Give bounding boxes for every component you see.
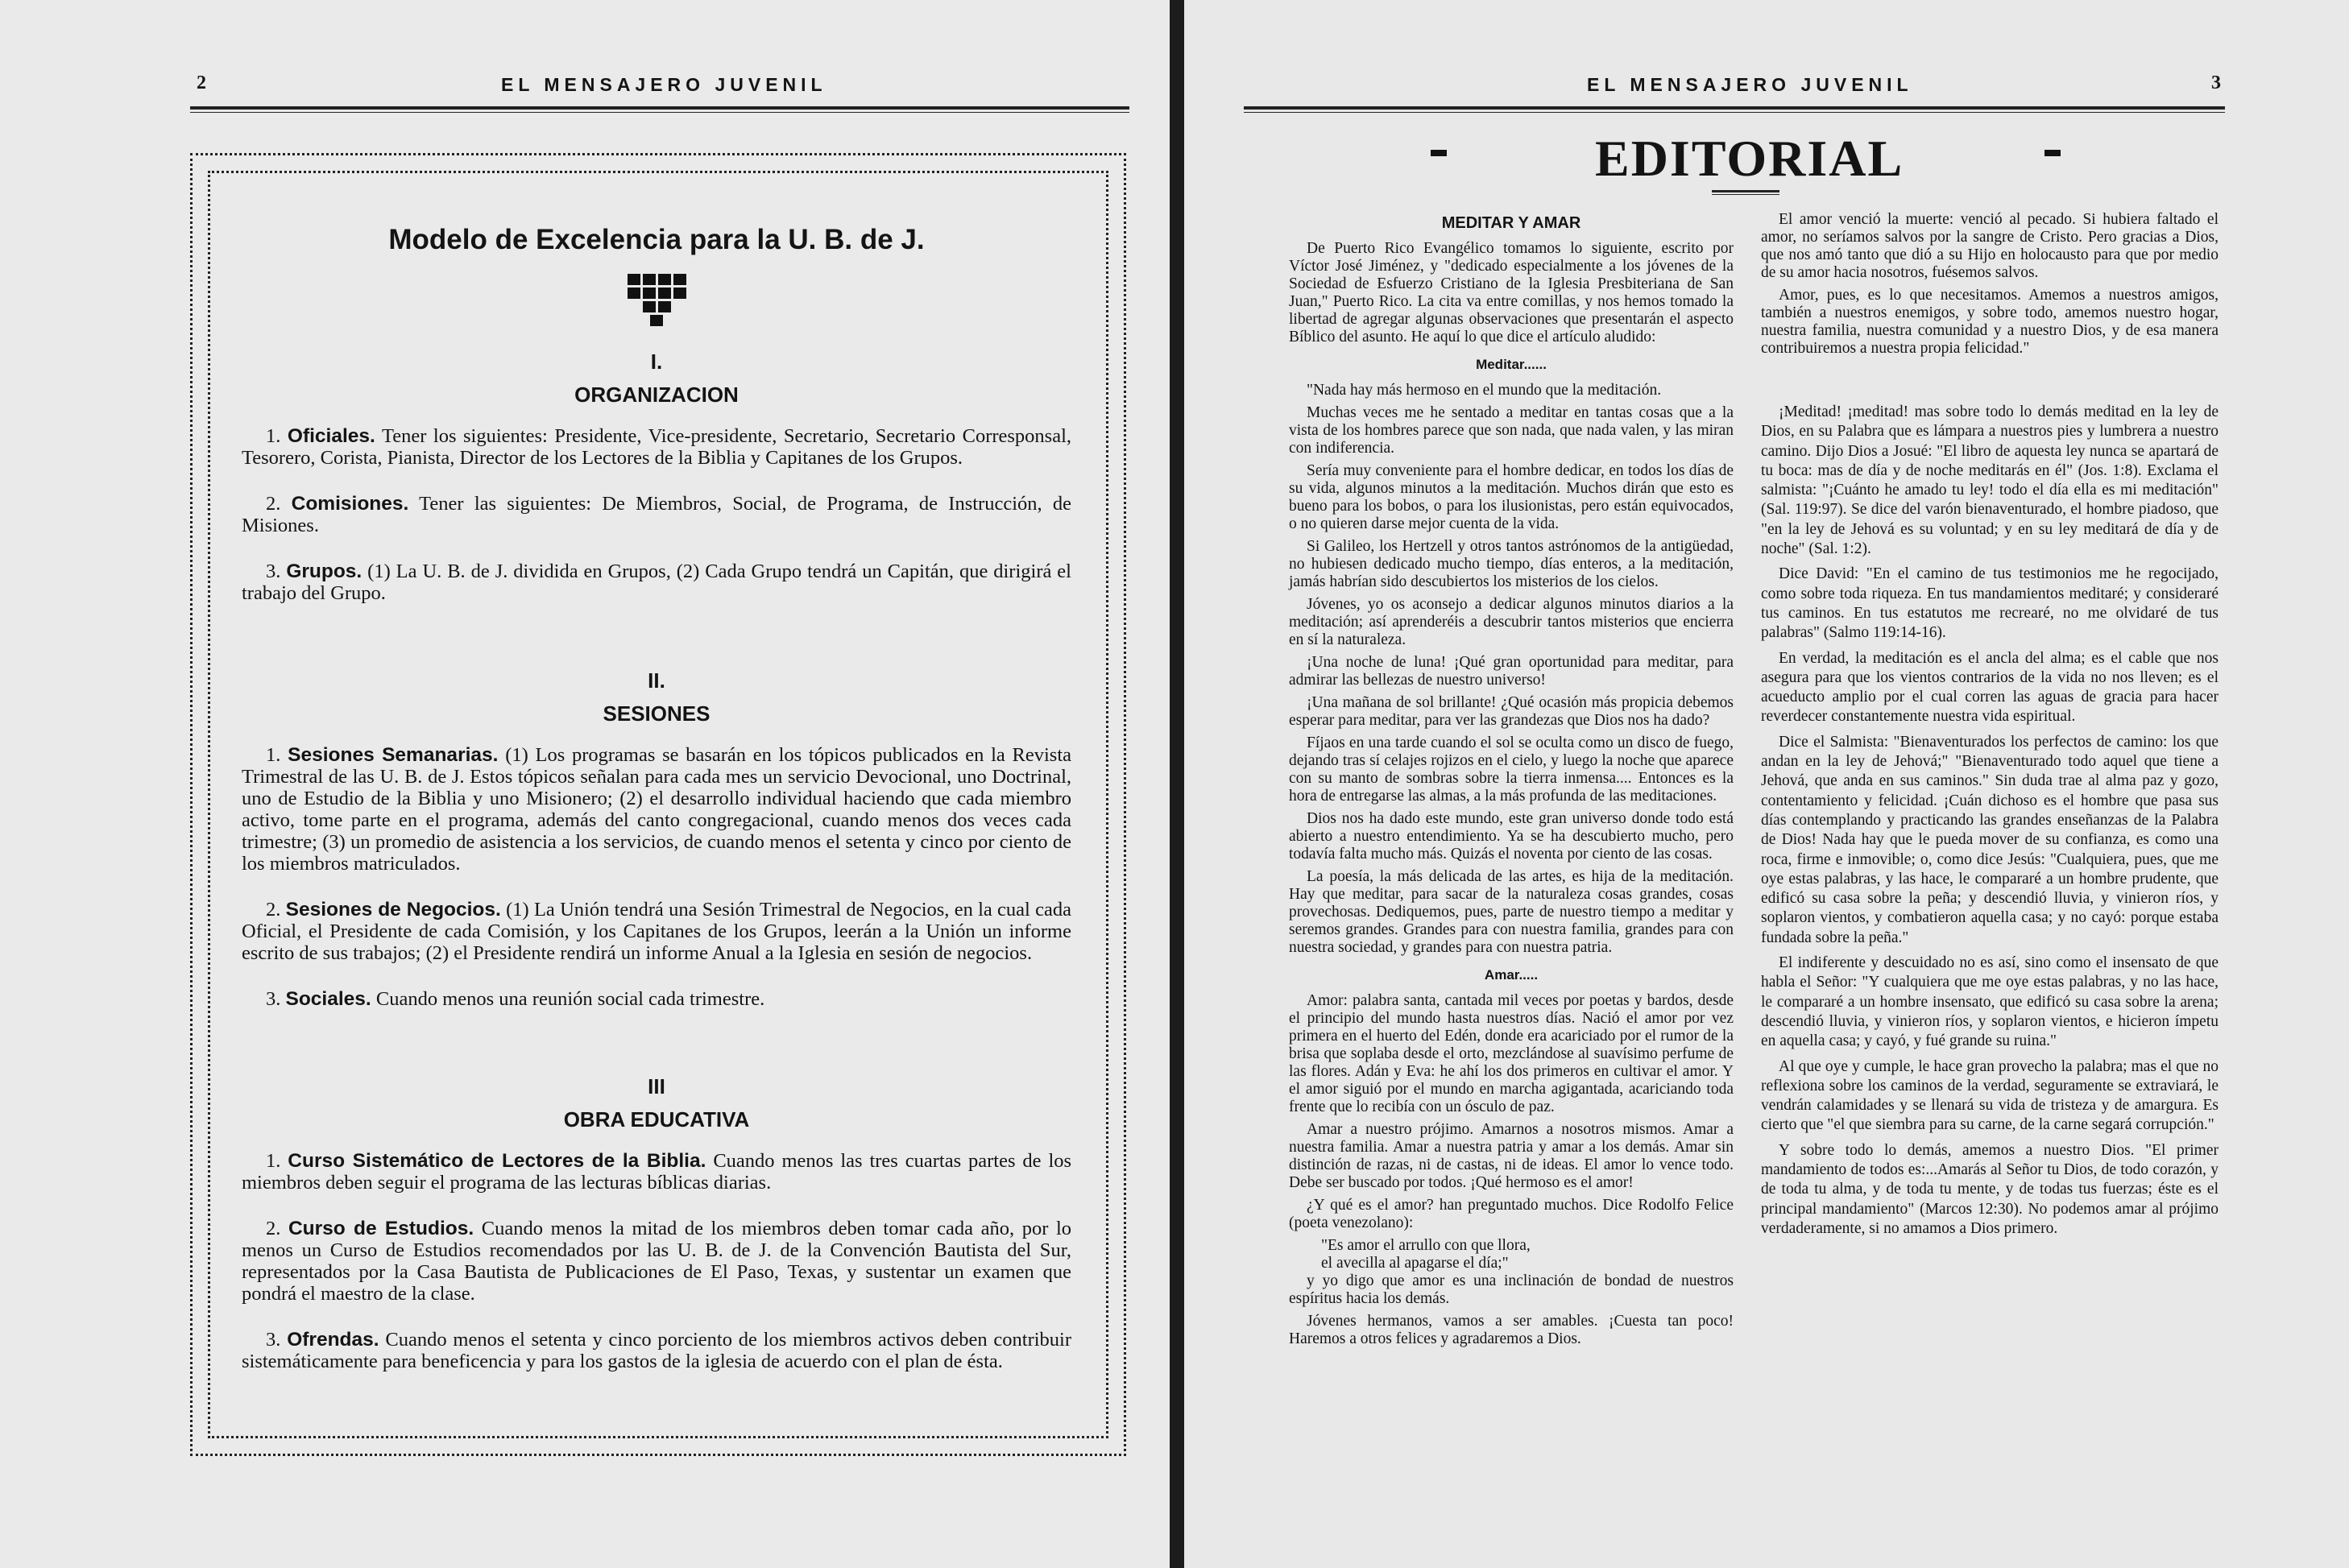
page-number-right: 3	[2211, 72, 2221, 93]
article-intro: De Puerto Rico Evangélico tomamos lo siguiente, escrito por Víctor José Jiménez, y "dedicado especialmente a los jóvenes de la Sociedad de Esfuerzo Cristiano de la Iglesia Presbiteriana de San Juan," Puerto Rico. La cita va entre comillas, y nos hemos tomado la libertad de agregar algunas observaciones que presentarán el aspecto Bíblico del asunto. He aquí lo que dice el artículo aludido:	[1289, 240, 1734, 345]
section-item	[242, 744, 1071, 875]
header-rule-right	[1244, 106, 2225, 113]
section-item	[242, 899, 1071, 964]
item-number: 3.	[266, 988, 281, 1010]
running-head-right: EL MENSAJERO JUVENIL	[1587, 74, 1913, 95]
section-heading: ORGANIZACION	[574, 383, 739, 407]
item-number: 1.	[266, 1150, 281, 1172]
masthead-rule	[1712, 190, 1779, 195]
paragraph: y yo digo que amor es una inclinación de bondad de nuestros espíritus hacia los demás.	[1289, 1272, 1734, 1307]
paragraph: Muchas veces me he sentado a meditar en tantas cosas que a la vista de los hombres parece que son nada, que nada valen, y las miran con indiferencia.	[1289, 404, 1734, 457]
page-number: 2	[197, 72, 206, 93]
item-text: Cuando menos una reunión social cada trimestre.	[375, 988, 765, 1010]
item-text: Tener las siguientes: De Miembros, Social, de Programa, de Instrucción, de Misiones.	[242, 493, 1072, 536]
section-organizacion	[242, 350, 1071, 604]
paragraph: Al que oye y cumple, le hace gran provecho la palabra; mas el que no reflexiona sobre los caminos de la verdad, seguramente se extraviará, le vendrán calamidades y se llenará su vida de tristeza y de amargura. Es cierto que "el que siembra para su carne, de la carne segará corrupción."	[1761, 1057, 2218, 1134]
item-label: Sesiones de Negocios.	[285, 899, 501, 921]
paragraph: ¡Meditad! ¡meditad! mas sobre todo lo demás meditad en la ley de Dios, en su Palabra que es lámpara a nuestros pies y lumbrera a nuestro camino. Dijo Dios a Josué: "El libro de aquesta ley nunca se apartará de tu boca: mas de día y de noche meditarás en él" (Jos. 1:8). Exclama el salmista: "¡Cuánto he amado tu ley! todo el día ella es mi meditación" (Sal. 119:97). Se dice del varón bienaventurado, el hombre piadoso, que "en la ley de Jehová es su voluntad; y en su ley meditará de día y de noche" (Sal. 1:2).	[1761, 403, 2218, 558]
paragraph: "Nada hay más hermoso en el mundo que la meditación.	[1307, 382, 1662, 399]
paragraph: ¡Una noche de luna! ¡Qué gran oportunidad para meditar, para admirar las bellezas de nuestro universo!	[1289, 654, 1734, 689]
subheading-meditar: Meditar......	[1476, 357, 1547, 372]
item-text: Tener los siguientes: Presidente, Vice-presidente, Secretario, Secretario Corresponsal, Tesorero, Corista, Pianista, Director de los Lectores de la Biblia y Capitanes de los Grupos.	[242, 425, 1072, 469]
item-number: 2.	[266, 493, 281, 515]
item-text: Cuando menos la mitad de los miembros deben tomar cada año, por lo menos un Curso de Estudios recomendados por las U. B. de J. de la Convención Bautista del Sur, representados por la Casa Bautista de Publicaciones de El Paso, Texas, y sustentar un examen que pondrá el maestro de la clase.	[242, 1218, 1072, 1305]
section-item	[242, 1150, 1071, 1194]
left-page	[0, 0, 1170, 1568]
section-sesiones	[242, 668, 1071, 1010]
article-column-3	[1761, 403, 2218, 1244]
paragraph: Dice David: "En el camino de tus testimonios me he regocijado, como sobre toda riqueza. En tus mandamientos meditaré; y consideraré tus caminos. En tus estatutos me recrearé, no me olvidaré de tus palabras" (Salmo 119:14-16).	[1761, 565, 2218, 642]
emblem-icon	[242, 274, 1071, 329]
paragraph: Amor: palabra santa, cantada mil veces por poetas y bardos, desde el principio del mundo hasta nuestros días. Nació el amor por vez primera en el huerto del Edén, donde era acariciado por el rumor de la brisa que soplaba desde el orto, mezclándose al suavísimo perfume de las flores. Adán y Eva: he ahí los dos primeros en cultivar el amor. Y el amor siguió por el mundo en marcha agigantada, acariciando toda frente que lo recibía con un ósculo de paz.	[1289, 992, 1734, 1115]
paragraph: ¿Y qué es el amor? han preguntado muchos. Dice Rodolfo Felice (poeta venezolano):	[1289, 1197, 1734, 1231]
article-column-1	[1289, 211, 1734, 1353]
poem-line: el avecilla al apagarse el día;"	[1321, 1255, 1509, 1272]
item-number: 1.	[266, 425, 281, 447]
item-text: Cuando menos el setenta y cinco porciento de los miembros activos deben contribuir sistemáticamente para beneficencia y para los gastos de la iglesia de acuerdo con el plan de ésta.	[242, 1329, 1072, 1372]
paragraph: ¡Una mañana de sol brillante! ¿Qué ocasión más propicia debemos esperar para meditar, para ver las grandezas que Dios nos ha dado?	[1289, 694, 1734, 729]
item-text: Cuando menos las tres cuartas partes de los miembros deben seguir el programa de las lecturas bíblicas diarias.	[242, 1150, 1072, 1194]
item-label: Comisiones.	[291, 493, 409, 515]
paragraph: La poesía, la más delicada de las artes, es hija de la meditación. Hay que meditar, para sacar de la naturaleza cosas grandes, cosas provechosas. Dediquemos, pues, parte de nuestro tiempo a meditar y seremos grandes. Grandes para con nuestra familia, grandes para con nuestra sociedad, y grandes para con nuestra patria.	[1289, 868, 1734, 956]
article-title: MEDITAR Y AMAR	[1441, 214, 1581, 232]
paragraph: Fíjaos en una tarde cuando el sol se oculta como un disco de fuego, dejando tras sí celajes rojizos en el cielo, y luego la noche que aparece con su manto de sombras sobre la tierra inmensa.... Entonces es la hora de entregarse las almas, a la más profunda de las meditaciones.	[1289, 734, 1734, 805]
paragraph: Jóvenes, yo os aconsejo a dedicar algunos minutos diarios a la meditación; así aprenderéis a descubrir tantos misterios que encierra en sí la naturaleza.	[1289, 596, 1734, 648]
section-obra-educativa	[242, 1074, 1071, 1372]
section-numeral: II.	[648, 668, 665, 693]
paragraph: Jóvenes hermanos, vamos a ser amables. ¡Cuesta tan poco! Haremos a otros felices y agradaremos a Dios.	[1289, 1313, 1734, 1347]
item-label: Grupos.	[286, 561, 362, 582]
header-rule	[190, 106, 1129, 113]
subheading-amar: Amar.....	[1484, 967, 1539, 983]
section-item	[242, 493, 1071, 536]
item-number: 3.	[266, 1329, 281, 1351]
section-heading: SESIONES	[603, 701, 710, 726]
item-label: Ofrendas.	[287, 1329, 379, 1351]
item-label: Oficiales.	[287, 425, 375, 447]
item-label: Curso de Estudios.	[288, 1218, 474, 1239]
masthead-title: EDITORIAL	[1595, 130, 1904, 187]
section-item	[242, 988, 1071, 1010]
paragraph: Amar a nuestro prójimo. Amarnos a nosotros mismos. Amar a nuestra familia. Amar a nuestra patria y amar a los demás. Amar sin distinción de razas, ni de castas, ni de ideas. El amor lo vence todo. Debe ser buscado por todos. ¡Qué hermoso es el amor!	[1289, 1121, 1734, 1191]
paragraph: Dice el Salmista: "Bienaventurados los perfectos de camino: los que andan en la ley de Jehová;" "Bienaventurado todo aquel que tiene a Jehová, que anda en sus caminos." Sin duda trae al alma paz y gozo, contentamiento y felicidad. ¡Cuán dichoso es el hombre que pasa sus días contemplando y practicando las grandes enseñanzas de la Palabra de Dios! Nada hay que le pueda mover de su confianza, es como una roca, firme e inmovible; o, como dice Jesús: "Cualquiera, pues, que me oye estas palabras, y las hace, le compararé a un hombre prudente, que edificó su casa sobre la peña; y descendió lluvia, y vinieron ríos, y soplaron vientos, y combatieron aquella casa; y no cayó: porque estaba fundada sobre la peña."	[1761, 733, 2218, 946]
item-number: 3.	[266, 561, 281, 582]
item-text: (1) Los programas se basarán en los tópicos publicados en la Revista Trimestral de las U. B. de J. Estos tópicos señalan para cada mes un servicio Devocional, uno Doctrinal, uno de Estudio de la Biblia y uno Misionero; (2) el desarrollo individual haciendo que cada miembro activo, tome parte en el programa, además del canto congregacional, cuando menos dos veces cada trimestre; (3) un promedio de asistencia a los servicios, de cuando menos el setenta y cinco por ciento de los miembros matriculados.	[242, 744, 1072, 875]
paragraph: El amor venció la muerte: venció al pecado. Si hubiera faltado el amor, no seríamos salvos por la sangre de Cristo. Pero gracias a Dios, que nos amó tanto que dió a su Hijo en holocausto para que por medio de su amor hacia nosotros, fuésemos salvos.	[1761, 211, 2218, 281]
paragraph: Si Galileo, los Hertzell y otros tantos astrónomos de la antigüedad, no hubiesen dedicado mucho tiempo, días enteros, a la meditación, jamás habrían sido descubiertos los misterios de los cielos.	[1289, 538, 1734, 590]
document-body	[242, 217, 1071, 1396]
paragraph: Dios nos ha dado este mundo, este gran universo donde todo está abierto a nuestro entendimiento. Ya se ha descubierto mucho, pero todavía falta mucho más. Quizás el noventa por ciento de las cosas.	[1289, 810, 1734, 863]
section-item	[242, 1218, 1071, 1305]
document-title: Modelo de Excelencia para la U. B. de J.	[388, 224, 925, 255]
item-label: Curso Sistemático de Lectores de la Biblia.	[288, 1150, 706, 1172]
item-text: (1) La Unión tendrá una Sesión Trimestral de Negocios, en la cual cada Oficial, el Presidente de cada Comisión, y los Capitanes de los Grupos, leerán a la Unión un informe escrito de sus trabajos; (2) el Presidente rendirá un informe Anual a la Iglesia en sesión de negocios.	[242, 899, 1072, 964]
running-head: EL MENSAJERO JUVENIL	[501, 74, 827, 95]
item-text: (1) La U. B. de J. dividida en Grupos, (2) Cada Grupo tendrá un Capitán, que dirigirá el trabajo del Grupo.	[242, 561, 1071, 604]
article-column-2	[1761, 211, 2218, 362]
masthead-ornament-right	[2044, 150, 2061, 156]
item-number: 2.	[266, 1218, 281, 1239]
paragraph: Sería muy conveniente para el hombre dedicar, en todos los días de su vida, algunos minutos a la meditación. Muchos dirán que esto es bueno para los bobos, o para los ilusionistas, pero están equivocados, o no quieren darse mejor cuenta de la vida.	[1289, 462, 1734, 532]
poem-line: "Es amor el arrullo con que llora,	[1321, 1237, 1531, 1254]
item-number: 1.	[266, 744, 281, 766]
item-label: Sesiones Semanarias.	[288, 744, 499, 766]
paragraph: Y sobre todo lo demás, amemos a nuestro Dios. "El primer mandamiento de todos es:...Amarás al Señor tu Dios, de todo corazón, y de toda tu alma, y de toda tu mente, y de todas tus fuerzas; éste es el principal mandamiento" (Marcos 12:30). No podemos amar al prójimo verdaderamente, si no amamos a Dios primero.	[1761, 1141, 2218, 1237]
masthead-ornament-left	[1431, 150, 1447, 156]
section-numeral: I.	[650, 350, 663, 374]
section-item	[242, 1329, 1071, 1372]
paragraph: El indiferente y descuidado no es así, sino como el insensato de que habla el Señor: "Y cualquiera que me oye estas palabras, y no las hace, le compararé a un hombre insensato, que edificó su casa sobre la arena; descendió lluvia, y vinieron ríos, y soplaron vientos, e hicieron ímpetu en aquella casa; y cayó, y fué grande su ruina."	[1761, 954, 2218, 1050]
paragraph: Amor, pues, es lo que necesitamos. Amemos a nuestros amigos, también a nuestros enemigos, y sobre todo, amemos nuestro hogar, nuestra familia, nuestra comunidad y a nuestro Dios, y de esa manera contribuiremos a nuestra propia felicidad."	[1761, 287, 2218, 357]
item-label: Sociales.	[285, 988, 371, 1010]
item-number: 2.	[266, 899, 281, 921]
section-item	[242, 425, 1071, 469]
paragraph: En verdad, la meditación es el ancla del alma; es el cable que nos asegura para que los vientos contrarios de la vida no nos lleven; es el acueducto amplio por el cual corren las aguas de gracia para hacer reverdecer constantemente nuestra vida espiritual.	[1761, 649, 2218, 726]
section-numeral: III	[648, 1074, 665, 1098]
section-heading: OBRA EDUCATIVA	[563, 1107, 750, 1132]
section-item	[242, 561, 1071, 604]
